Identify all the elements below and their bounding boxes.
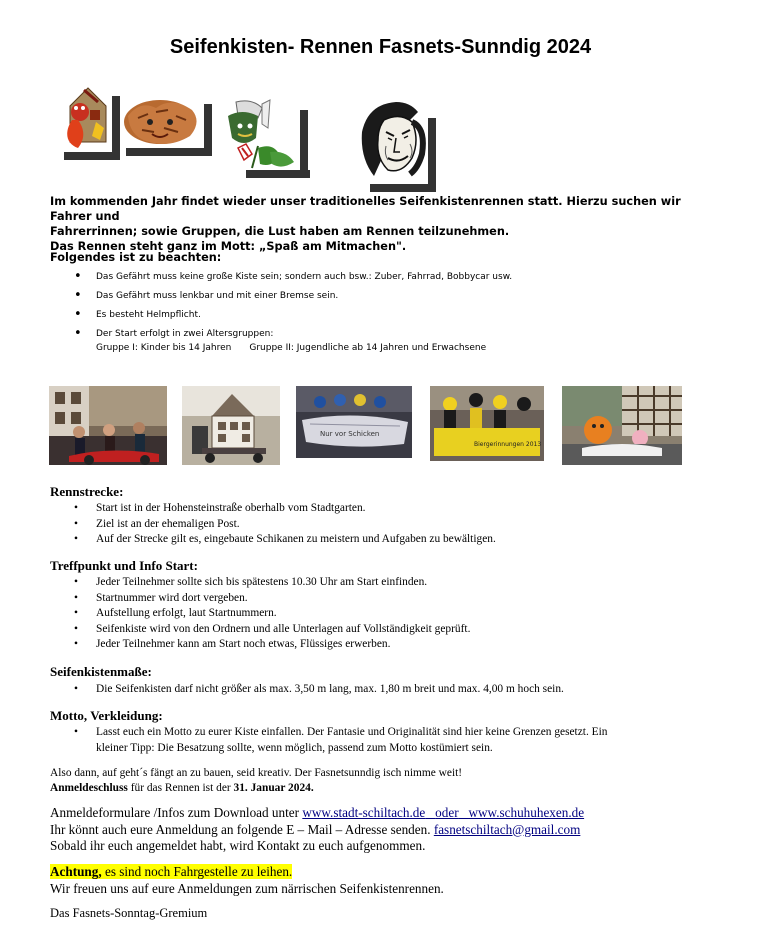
list-item: • Seifenkiste wird von den Ordnern und alle Unterlagen auf Vollständigkeit geprüft. xyxy=(74,622,471,635)
email-link[interactable]: fasnetschiltach@gmail.com xyxy=(433,821,581,837)
list-item: • Das Gefährt muss lenkbar und mit einer Bremse sein. xyxy=(74,288,339,303)
photo-2 xyxy=(182,386,280,465)
intro-line-2: Fahrerrinnen; sowie Gruppen, die Lust haben am Rennen teilzunehmen. xyxy=(50,225,510,238)
page-title: Seifenkisten- Rennen Fasnets-Sunndig 2024 xyxy=(169,36,592,58)
mask-illustration-1 xyxy=(56,82,122,164)
photo-3 xyxy=(296,386,412,458)
list-item: • Es besteht Helmpflicht. xyxy=(74,307,201,322)
treffpunkt-heading: Treffpunkt und Info Start: xyxy=(50,558,198,573)
notes-heading: Folgendes ist zu beachten: xyxy=(50,251,222,264)
highlight-notice: Achtung, es sind noch Fahrgestelle zu leihen. xyxy=(50,864,293,879)
download-line: Anmeldeformulare /Infos zum Download unter www.stadt-schiltach.de oder www.schuhuhexen.de xyxy=(50,805,585,820)
list-item: • Jeder Teilnehmer kann am Start noch etwas, Flüssiges erwerben. xyxy=(74,638,391,650)
closing-paragraph xyxy=(50,766,462,795)
list-item: • Ziel ist an der ehemaligen Post. xyxy=(74,517,240,530)
registered-line: Sobald ihr euch angemeldet habt, wird Kontakt zu euch aufgenommen. xyxy=(50,838,426,853)
masse-heading: Seifenkistenmaße: xyxy=(50,664,152,679)
treffpunkt-list xyxy=(74,575,714,653)
warning-line-2: Wir freuen uns auf eure Anmeldungen zum närrischen Seifenkistenrennen. xyxy=(50,880,444,896)
rennstrecke-list xyxy=(74,501,714,548)
mask-illustration-2 xyxy=(120,96,212,160)
sign-text: Biergerinnungen 2013 xyxy=(474,441,542,448)
list-item: • Das Gefährt muss keine große Kiste sein; sondern auch bsw.: Zuber, Fahrrad, Bobbycar usw. xyxy=(74,269,513,284)
link-stadt-schiltach[interactable]: www.stadt-schiltach.de xyxy=(302,805,426,820)
list-item: • Lasst euch ein Motto zu eurer Kiste einfallen. Der Fantasie und Originalität sind hier keine Grenzen gesetzt. Ein xyxy=(74,726,608,738)
intro-paragraph xyxy=(50,194,720,254)
group-1: Gruppe I: Kinder bis 14 Jahren xyxy=(96,343,232,353)
contact-paragraph xyxy=(50,805,750,855)
list-item: • Jeder Teilnehmer sollte sich bis spätestens 10.30 Uhr am Start einfinden. xyxy=(74,576,428,588)
list-item-continuation: kleiner Tipp: Die Besatzung sollte, wenn möglich, passend zum Motto kostümiert sein. xyxy=(96,741,493,754)
list-item: • Die Seifenkisten darf nicht größer als max. 3,50 m lang, max. 1,80 m breit und max. 4,00 m hoch sein. xyxy=(74,683,564,695)
intro-line-1: Im kommenden Jahr findet wieder unser traditionelles Seifenkistenrennen statt. Hierzu suchen wir Fahrer und xyxy=(50,195,681,223)
list-item: • Startnummer wird dort vergeben. xyxy=(74,591,248,604)
mask-illustration-3 xyxy=(218,98,310,180)
intro-line-3: Das Rennen steht ganz im Mott: „Spaß am Mitmachen". xyxy=(50,240,407,253)
email-line: Ihr könnt auch eure Anmeldung an folgende E – Mail – Adresse senden. fasnetschiltach@gmail.com xyxy=(50,821,581,837)
photo-strip xyxy=(0,386,761,466)
rennstrecke-heading: Rennstrecke: xyxy=(50,484,124,499)
motto-heading: Motto, Verkleidung: xyxy=(50,708,163,723)
list-item: • Start ist in der Hohensteinstraße oberhalb vom Stadtgarten. xyxy=(74,502,366,514)
list-item: • Auf der Strecke gilt es, eingebaute Schikanen zu meistern und Aufgaben zu bewältigen. xyxy=(74,533,496,545)
age-groups xyxy=(96,343,486,353)
closing-line: Also dann, auf geht´s fängt an zu bauen, seid kreativ. Der Fasnetsunndig isch nimme weit! xyxy=(50,767,463,779)
photo-1 xyxy=(49,386,167,465)
link-schuhuhexen[interactable]: www.schuhuhexen.de xyxy=(468,805,585,820)
group-2: Gruppe II: Jugendliche ab 14 Jahren und Erwachsene xyxy=(249,343,487,353)
list-item: • Der Start erfolgt in zwei Altersgruppen: xyxy=(74,326,274,341)
deadline-line: Anmeldeschluss für das Rennen ist der 31. Januar 2024. xyxy=(50,781,314,794)
list-item: • Aufstellung erfolgt, laut Startnummern. xyxy=(74,607,277,619)
photo-5 xyxy=(562,386,682,465)
mask-illustration-4 xyxy=(356,98,438,194)
warning-paragraph xyxy=(50,864,444,897)
signature: Das Fasnets-Sonntag-Gremium xyxy=(50,906,208,920)
sign-text: Nur vor Schicken xyxy=(320,430,380,438)
motto-list xyxy=(74,725,714,756)
masse-list xyxy=(74,682,714,698)
photo-4 xyxy=(430,386,544,461)
